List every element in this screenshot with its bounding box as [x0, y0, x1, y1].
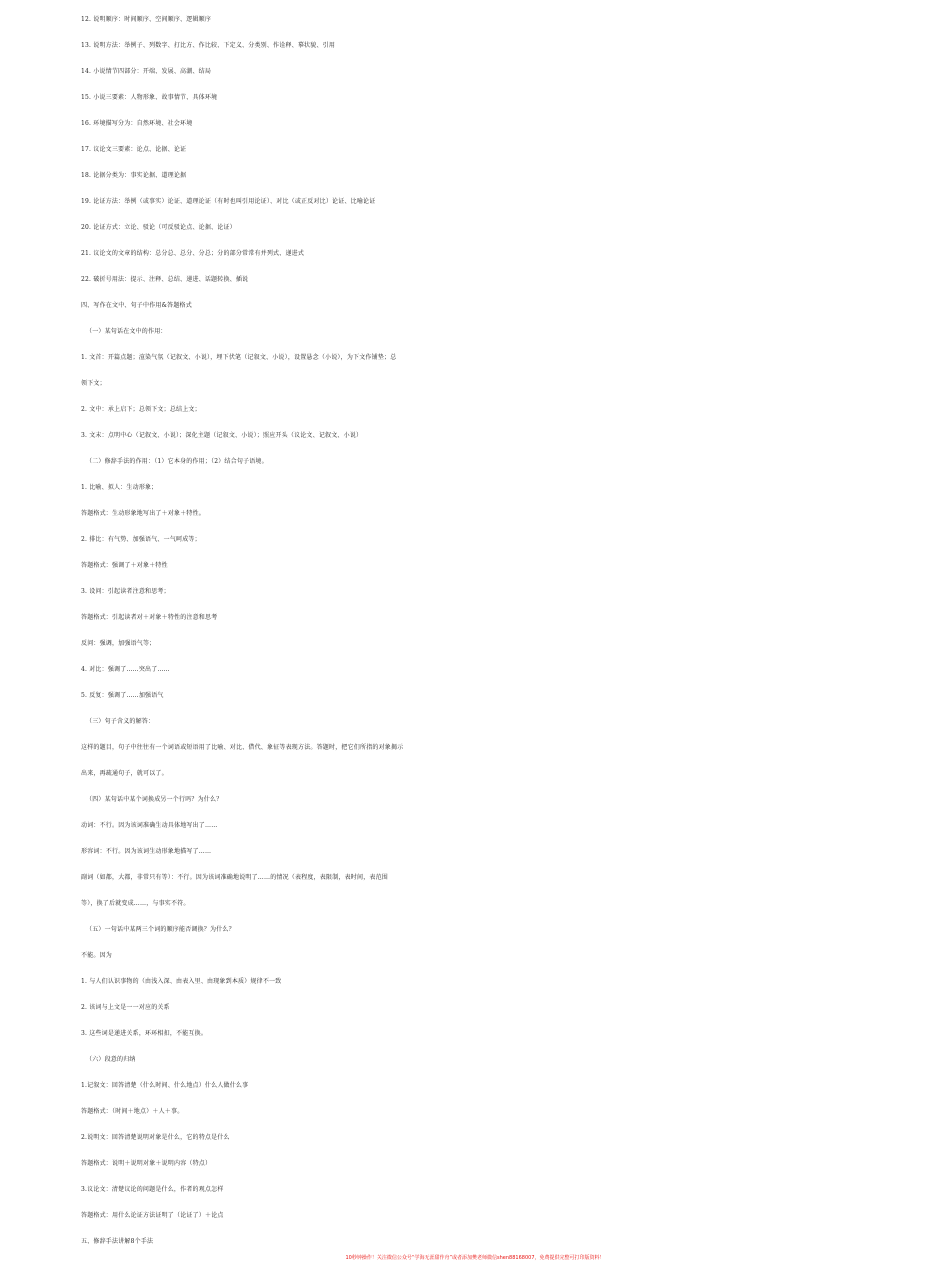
text-line: 1.记叙文：回答清楚（什么时间、什么地点）什么人做什么事: [81, 1082, 249, 1089]
text-line: 形容词：不行。因为该词生动形象地描写了……: [81, 848, 212, 855]
text-line: （二）修辞手法的作用：（1）它本身的作用；（2）结合句子语境。: [86, 458, 268, 465]
text-line: 2. 该词与上文是一一对应的关系: [81, 1004, 170, 1011]
text-line: 14. 小说情节四部分：开端、发展、高潮、结局: [81, 68, 212, 75]
text-line: 四、写作在文中、句子中作用&答题格式: [81, 302, 192, 309]
text-line: 答题格式：强调了＋对象＋特性: [81, 562, 168, 569]
text-line: 2. 文中：承上启下；总领下文；总结上文；: [81, 406, 201, 413]
footer-promo-text: 10秒钟操作！关注微信公众号“学海无涯甜作舟”或者添加樊老师微信shen88168007，免费提供完整可打印版资料！: [345, 1255, 605, 1261]
text-line: 20. 论证方式：立论、驳论（可反驳论点、论据、论证）: [81, 224, 236, 231]
text-line: 答题格式：生动形象地写出了＋对象＋特性。: [81, 510, 206, 517]
text-line: 17. 议论文三要素：论点、论据、论证: [81, 146, 187, 153]
text-line: （四）某句话中某个词换成另一个行吗？为什么？: [86, 796, 223, 803]
text-line: 21. 议论文的文章的结构：总分总、总分、分总；分的部分常常有并列式、递进式: [81, 250, 305, 257]
text-line: 五、修辞手法讲解8个手法: [81, 1238, 154, 1245]
text-line: 3.议论文：清楚议论的问题是什么，作者的观点怎样: [81, 1186, 224, 1193]
text-line: 副词（如都，大都，非常只有等）：不行。因为该词准确地说明了……的情况（表程度，表限制，表时间，表范围: [81, 874, 389, 881]
text-line: 3. 这些词是递进关系，环环相扣，不能互换。: [81, 1030, 208, 1037]
text-line: （一）某句话在文中的作用：: [86, 328, 167, 335]
text-line: 出来，再疏通句子，就可以了。: [81, 770, 168, 777]
text-line: 答题格式：说明＋说明对象＋说明内容（特点）: [81, 1160, 212, 1167]
text-line: 18. 论据分类为：事实论据、道理论据: [81, 172, 187, 179]
text-line: 12. 说明顺序：时间顺序、空间顺序、逻辑顺序: [81, 16, 212, 23]
text-line: 1. 与人们认识事物的（由浅入深、由表入里、由现象到本质）规律不一致: [81, 978, 282, 985]
document-body: [0, 7, 950, 1255]
text-line: （三）句子含义的解答：: [86, 718, 155, 725]
text-line: 13. 说明方法：举例子、列数字、打比方、作比较、下定义、分类别、作诠释、摹状貌、引用: [81, 42, 336, 49]
text-line: （六）段意的归纳: [86, 1056, 136, 1063]
text-line: 答题格式：（时间＋地点）＋人＋事。: [81, 1108, 184, 1115]
text-line: 16. 环境描写分为：自然环境、社会环境: [81, 120, 193, 127]
text-line: 19. 论证方法：举例（或事实）论证、道理论证（有时也叫引用论证）、对比（或正反对比）论证、比喻论证: [81, 198, 376, 205]
text-line: 3. 设问：引起读者注意和思考；: [81, 588, 170, 595]
text-line: 1. 文首：开篇点题；渲染气氛（记叙文、小说），埋下伏笔（记叙文、小说），设置悬念（小说），为下文作铺垫；总: [81, 354, 397, 361]
text-line: 15. 小说三要素：人物形象、故事情节、具体环境: [81, 94, 218, 101]
text-line: 2.说明文：回答清楚说明对象是什么，它的特点是什么: [81, 1134, 230, 1141]
text-line: 1. 比喻、拟人：生动形象；: [81, 484, 158, 491]
text-line: 答题格式：引起读者对＋对象＋特性的注意和思考: [81, 614, 218, 621]
text-line: 22. 破折号用法：提示、注释、总结、递进、话题转换、插说: [81, 276, 249, 283]
text-line: 动词：不行。因为该词准确生动具体地写出了……: [81, 822, 218, 829]
text-line: 等），换了后就变成……，与事实不符。: [81, 900, 190, 907]
text-line: 答题格式：用什么论证方法证明了（论证了）＋论点: [81, 1212, 224, 1219]
text-line: 4. 对比：强调了……突出了……: [81, 666, 170, 673]
text-line: 2. 排比：有气势、加强语气、一气呵成等；: [81, 536, 201, 543]
text-line: 3. 文末：点明中心（记叙文、小说）；深化主题（记叙文、小说）；照应开头（议论文、记叙文、小说）: [81, 432, 363, 439]
text-line: 不能。因为: [81, 952, 113, 959]
text-line: 这样的题目，句子中往往有一个词语或短语用了比喻、对比、借代、象征等表现方法。答题时，把它们所指的对象揭示: [81, 744, 404, 751]
text-line: 领下文；: [81, 380, 106, 387]
text-line: 5. 反复：强调了……加强语气: [81, 692, 164, 699]
text-line: 反问：强调，加强语气等；: [81, 640, 156, 647]
text-line: （五）一句话中某两三个词的顺序能否调换？为什么？: [86, 926, 235, 933]
